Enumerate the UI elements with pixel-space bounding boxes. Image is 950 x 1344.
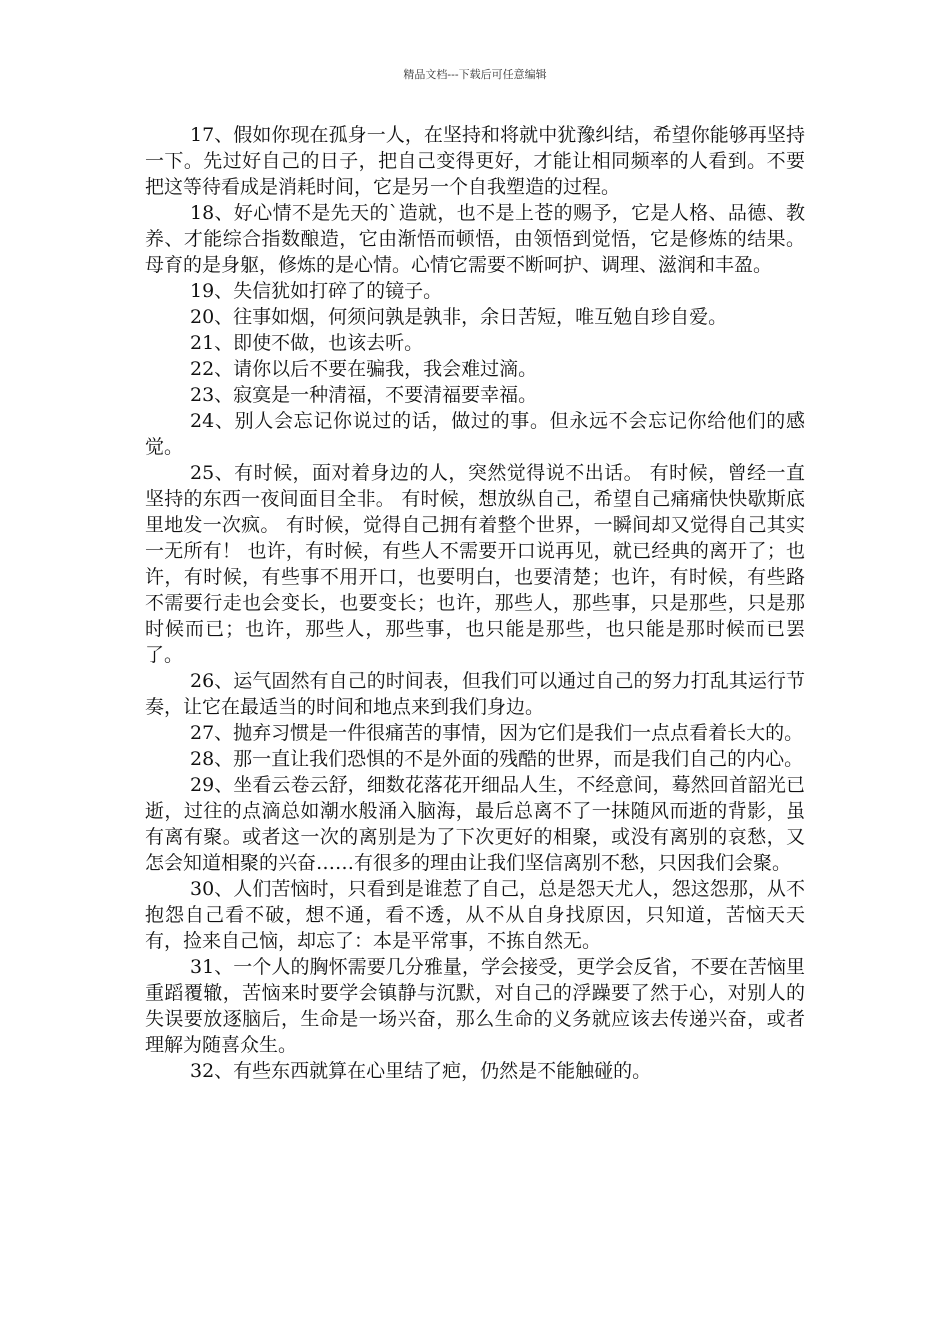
paragraph: 21、即使不做，也该去听。 xyxy=(190,332,424,354)
paragraph: 22、请你以后不要在骗我，我会难过滴。 xyxy=(190,358,538,380)
paragraph: 32、有些东西就算在心里结了疤，仍然是不能触碰的。 xyxy=(190,1060,652,1082)
paragraph: 23、寂寞是一种清福，不要清福要幸福。 xyxy=(190,384,538,406)
document-body xyxy=(145,122,805,1084)
page-header: 精品文档---下载后可任意编辑 xyxy=(403,68,547,81)
paragraph: 30、人们苦恼时，只看到是谁惹了自己，总是怨天尤人，怨这怨那，从不抱怨自己看不破，想不通，看不透，从不从自身找原因，只知道，苦恼天天有，捡来自己恼，却忘了：本是平常事，不拣自然无。 xyxy=(145,878,805,952)
paragraph: 28、那一直让我们恐惧的不是外面的残酷的世界，而是我们自己的内心。 xyxy=(190,748,804,770)
paragraph: 31、一个人的胸怀需要几分雅量，学会接受，更学会反省，不要在苦恼里重蹈覆辙，苦恼来时要学会镇静与沉默，对自己的浮躁要了然于心，对别人的失误要放逐脑后，生命是一场兴奋，那么生命的义务就应该去传递兴奋，或者理解为随喜众生。 xyxy=(145,956,805,1056)
paragraph: 29、坐看云卷云舒，细数花落花开细品人生，不经意间，蓦然回首韶光已逝，过往的点滴总如潮水般涌入脑海，最后总离不了一抹随风而逝的背影，虽有离有聚。或者这一次的离别是为了下次更好的相聚，或没有离别的哀愁，又怎会知道相聚的兴奋……有很多的理由让我们坚信离别不愁，只因我们会聚。 xyxy=(145,774,805,874)
paragraph: 27、抛弃习惯是一件很痛苦的事情，因为它们是我们一点点看着长大的。 xyxy=(190,722,804,744)
paragraph: 26、运气固然有自己的时间表，但我们可以通过自己的努力打乱其运行节奏，让它在最适当的时间和地点来到我们身边。 xyxy=(145,670,805,718)
paragraph: 24、别人会忘记你说过的话，做过的事。但永远不会忘记你给他们的感觉。 xyxy=(145,410,805,458)
paragraph: 25、有时候，面对着身边的人，突然觉得说不出话。 有时候，曾经一直坚持的东西一夜间面目全非。 有时候，想放纵自己，希望自己痛痛快快歇斯底里地发一次疯。 有时候，觉得自己拥有着整个世界，一瞬间却又觉得自己其实一无所有！ 也许，有时候，有些人不需要开口说再见，就已经典的离开了；也许，有时候，有些事不用开口，也要明白，也要清楚；也许，有时候，有些路不需要行走也会变长，也要变长；也许，那些人，那些事，只是那些，只是那时候而已；也许，那些人，那些事，也只能是那些，也只能是那时候而已罢了。 xyxy=(145,462,805,666)
paragraph: 18、好心情不是先天的`造就，也不是上苍的赐予，它是人格、品德、教养、才能综合指数酿造，它由渐悟而顿悟，由领悟到觉悟，它是修炼的结果。母育的是身躯，修炼的是心情。心情它需要不断呵护、调理、滋润和丰盈。 xyxy=(145,202,805,276)
paragraph: 17、假如你现在孤身一人，在坚持和将就中犹豫纠结，希望你能够再坚持一下。先过好自己的日子，把自己变得更好，才能让相同频率的人看到。不要把这等待看成是消耗时间，它是另一个自我塑造的过程。 xyxy=(145,124,805,198)
paragraph: 19、失信犹如打碎了的镜子。 xyxy=(190,280,443,302)
paragraph: 20、往事如烟，何须问孰是孰非，余日苦短，唯互勉自珍自爱。 xyxy=(190,306,728,328)
